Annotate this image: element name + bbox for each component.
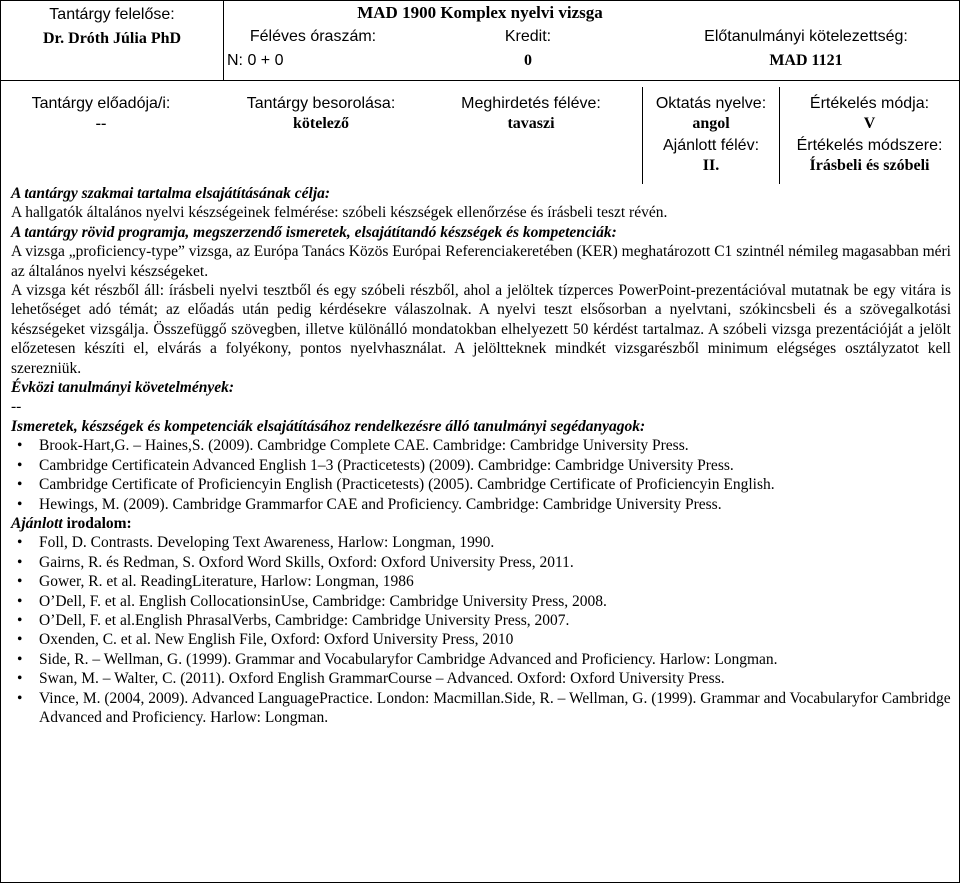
language-cell xyxy=(643,94,779,176)
list-item: • Swan, M. – Walter, C. (2011). Oxford English GrammarCourse – Advanced. Oxford: Oxford University Press. xyxy=(11,669,951,688)
list-item: • O’Dell, F. et al.English PhrasalVerbs, Cambridge: Cambridge University Press, 2007. xyxy=(11,611,951,630)
credit-value: 0 xyxy=(524,52,532,69)
list-item: • Foll, D. Contrasts. Developing Text Awareness, Harlow: Longman, 1990. xyxy=(11,533,951,552)
list-item: • Gower, R. et al. ReadingLiterature, Harlow: Longman, 1986 xyxy=(11,572,951,591)
course-title: MAD 1900 Komplex nyelvi vizsga xyxy=(357,3,603,22)
program-heading: A tantárgy rövid programja, megszerzendő ismeretek, elsajátítandó készségek és kompetenciák: xyxy=(11,223,617,241)
classification-value: kötelező xyxy=(293,115,349,132)
prereq-value: MAD 1121 xyxy=(769,52,843,69)
course-body xyxy=(11,184,951,727)
prereq-cell xyxy=(653,27,959,71)
credit-cell xyxy=(403,27,653,71)
responsible-cell xyxy=(1,5,223,49)
classification-label: Tantárgy besorolása: xyxy=(246,95,396,112)
language-label: Oktatás nyelve: xyxy=(655,95,767,112)
midterm-heading: Évközi tanulmányi követelmények: xyxy=(11,379,235,397)
references-list xyxy=(11,533,951,727)
program-paragraph-1: A vizsga „proficiency-type” vizsga, az Európa Tanács Közös Európai Referenciakeretében (KER) meghatározott C1 szintnél némileg magasabban méri az általános nyelvi készségeket. xyxy=(11,243,951,280)
semester-cell xyxy=(421,94,641,134)
evaluation-value: V xyxy=(863,115,876,132)
list-item: • Side, R. – Wellman, G. (1999). Grammar and Vocabularyfor Cambridge Advanced and Proficiency. Harlow: Longman. xyxy=(11,650,951,669)
responsible-value: Dr. Dróth Júlia PhD xyxy=(42,30,182,47)
evaluation-label: Értékelés módja: xyxy=(809,95,930,112)
materials-heading: Ismeretek, készségek és kompetenciák elsajátításához rendelkezésre álló tanulmányi segédanyagok: xyxy=(11,417,646,435)
hours-value: N: 0 + 0 xyxy=(227,52,284,69)
midterm-text: -- xyxy=(11,398,22,416)
list-item: • Vince, M. (2004, 2009). Advanced LanguagePractice. London: Macmillan.Side, R. – Wellman, G. (1999). Grammar and Vocabularyfor Cambridge Advanced and Proficiency. Harlow: Longman. xyxy=(11,689,951,728)
list-item: • Hewings, M. (2009). Cambridge Grammarfor CAE and Proficiency. Cambridge: Cambridge University Press. xyxy=(11,495,951,514)
info-row xyxy=(1,81,959,184)
lecturer-label: Tantárgy előadója/i: xyxy=(31,95,171,112)
list-item: • O’Dell, F. et al. English CollocationsinUse, Cambridge: Cambridge University Press, 2008. xyxy=(11,592,951,611)
evaluation-method-label: Értékelés módszere: xyxy=(796,137,943,154)
evaluation-cell xyxy=(780,94,959,176)
list-item: • Gairns, R. és Redman, S. Oxford Word Skills, Oxford: Oxford University Press, 2011. xyxy=(11,553,951,572)
hours-cell xyxy=(223,27,403,71)
classification-cell xyxy=(211,94,431,134)
evaluation-method-value: Írásbeli és szóbeli xyxy=(809,157,930,174)
recommended-heading-part-b: irodalom: xyxy=(62,514,132,532)
recommended-semester-value: II. xyxy=(702,157,720,174)
credit-label: Kredit: xyxy=(504,28,552,45)
language-value: angol xyxy=(692,115,730,132)
goal-text: A hallgatók általános nyelvi készségeinek felmérése: szóbeli készségek ellenőrzése és írásbeli teszt révén. xyxy=(11,204,668,222)
goal-heading: A tantárgy szakmai tartalma elsajátításának célja: xyxy=(11,185,331,202)
semester-label: Meghirdetés féléve: xyxy=(461,95,601,112)
semester-value: tavaszi xyxy=(507,115,555,132)
list-item: • Brook-Hart,G. – Haines,S. (2009). Cambridge Complete CAE. Cambridge: Cambridge University Press. xyxy=(11,436,951,455)
recommended-semester-label: Ajánlott félév: xyxy=(662,137,760,154)
program-paragraph-2: A vizsga két részből áll: írásbeli nyelvi tesztből és egy szóbeli részből, ahol a jelöltek tízperces PowerPoint-prezentációval mutatnak be egy vitára is lehetőséget adó témát; az előadás után pedig kérdésekre válaszolnak. A nyelvi teszt elsősorban a nyelvtani, szókincsbeli és a szövegalkotási készségeket vizsgálja. Összefüggő szövegben, illetve különálló mondatokban elhelyezett 50 kérdést tartalmaz. A szóbeli vizsga prezentációját a jelölt előzetesen készíti el, elvárás a folyékony, pontos nyelvhasználat. A jelöltteknek mindkét vizsgarészből minimum elégséges osztályzatot kell szerezniük. xyxy=(11,282,951,377)
materials-list xyxy=(11,436,951,514)
header-row xyxy=(1,1,959,81)
recommended-literature-heading xyxy=(11,514,951,533)
recommended-heading-part-a: Ajánlott xyxy=(11,514,63,532)
responsible-label: Tantárgy felelőse: xyxy=(49,6,175,23)
lecturer-value: -- xyxy=(95,115,107,132)
lecturer-cell xyxy=(1,94,201,134)
list-item: • Cambridge Certificate of Proficiencyin English (Practicetests) (2005). Cambridge Certificate of Proficiencyin English. xyxy=(11,475,951,494)
prereq-label: Előtanulmányi kötelezettség: xyxy=(704,28,908,45)
list-item: • Oxenden, C. et al. New English File, Oxford: Oxford University Press, 2010 xyxy=(11,630,951,649)
hours-label: Féléves óraszám: xyxy=(249,28,377,45)
list-item: • Cambridge Certificatein Advanced English 1–3 (Practicetests) (2009). Cambridge: Cambridge University Press. xyxy=(11,456,951,475)
